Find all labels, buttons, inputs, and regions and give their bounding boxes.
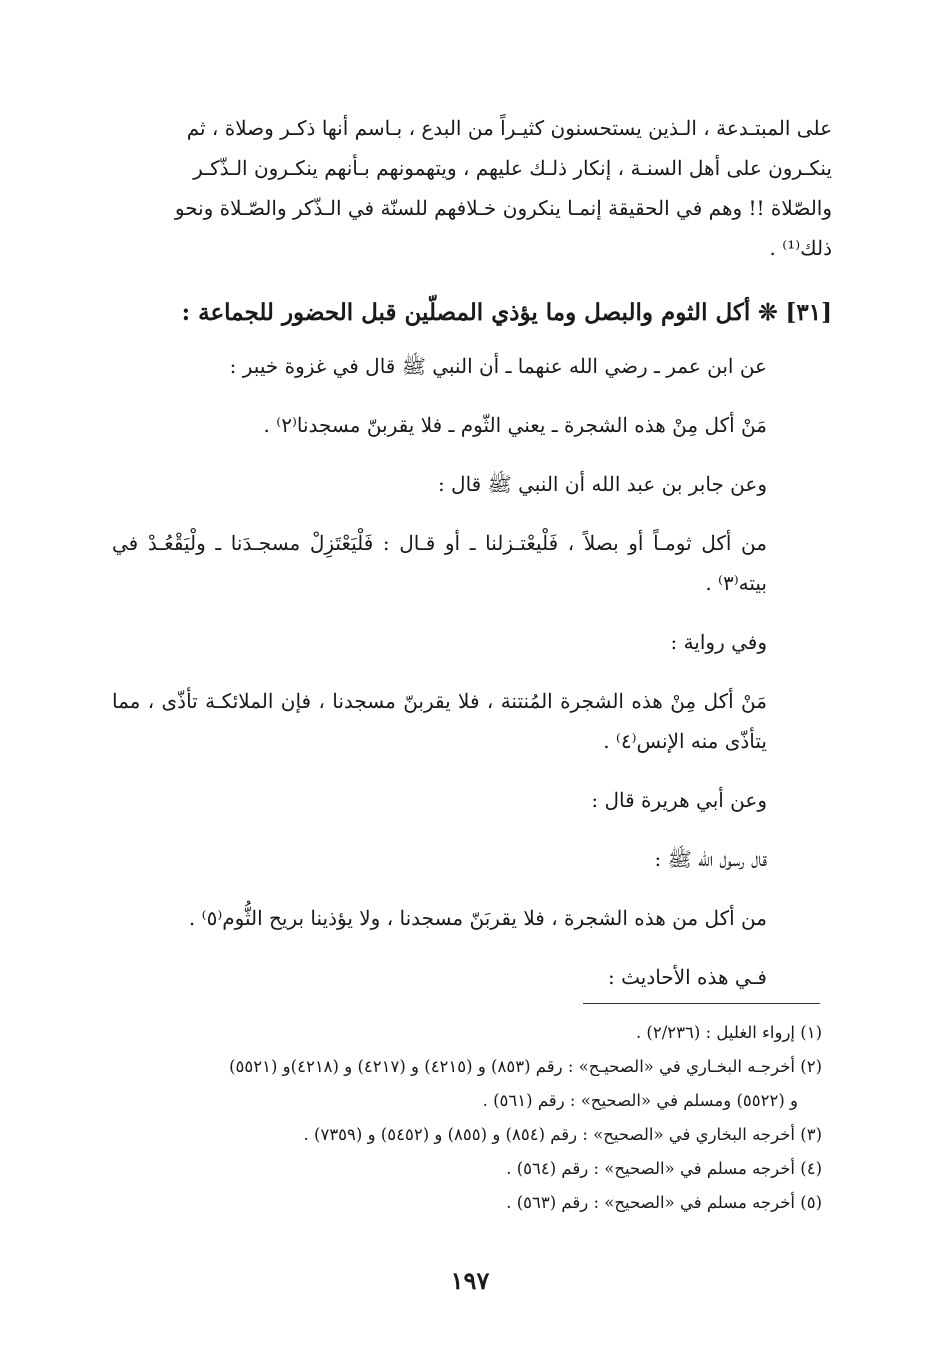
- intro-paragraph: [110, 108, 832, 268]
- footnote: (١) إرواء الغليل : (٢/٢٣٦) .: [635, 1023, 822, 1042]
- hadith-paragraph: قال رسول الله ﷺ :: [654, 847, 767, 871]
- footnote-divider: [583, 1003, 820, 1004]
- footnote: (٤) أخرجه مسلم في «الصحيح» : رقم (٥٦٤) .: [506, 1159, 822, 1178]
- hadith-paragraph: مَنْ أكل مِنْ هذه الشجرة ـ يعني الثّوم ـ فلا يقربنّ مسجدنا⁽٢⁾ .: [263, 413, 767, 437]
- intro-line: والصّلاة !! وهم في الحقيقة إنمـا ينكرون خـلافهم للسنّة في الـذّكر والصّـلاة ونحو: [174, 196, 832, 220]
- footnote: (٥) أخرجه مسلم في «الصحيح» : رقم (٥٦٣) .: [506, 1193, 822, 1212]
- intro-line: على المبتـدعة ، الـذين يستحسنون كثيـراً من البدع ، بـاسم أنها ذكـر وصلاة ، ثم: [186, 116, 832, 140]
- footnotes: [112, 1016, 822, 1220]
- hadith-paragraph: مَنْ أكل مِنْ هذه الشجرة المُنتنة ، فلا يقربنّ مسجدنا ، فإن الملائكـة تأذّى ، مما يتأذّى منه الإنس⁽٤⁾ .: [112, 689, 767, 753]
- page-number: ١٩٧: [450, 1266, 490, 1295]
- hadith-paragraph: وعن جابر بن عبد الله أن النبي ﷺ قال :: [437, 472, 767, 496]
- hadith-paragraph: عن ابن عمر ـ رضي الله عنهما ـ أن النبي ﷺ قال في غزوة خيبر :: [229, 354, 767, 378]
- footnote: (٢) أخرجـه البخـاري في «الصحيـح» : رقم (٨٥٣) و (٤٢١٥) و (٤٢١٧) و (٤٢١٨)و (٥٥٢١): [229, 1057, 822, 1076]
- section-heading: [٣١] ❊ أكل الثوم والبصل وما يؤذي المصلّين قبل الحضور للجماعة :: [181, 299, 832, 326]
- footnote-continuation: و (٥٥٢٢) ومسلم في «الصحيح» : رقم (٥٦١) .: [482, 1091, 798, 1110]
- intro-line: ينكـرون على أهل السنـة ، إنكار ذلـك عليهم ، ويتهمونهم بـأنهم ينكـرون الـذّكـر: [193, 156, 832, 180]
- hadith-paragraph: فـي هذه الأحاديث :: [608, 965, 767, 989]
- hadith-paragraph: من أكل ثومـاً أو بصلاً ، فَلْيعْتـزلنا ـ أو قـال : فَلْيَعْتَزِلْ مسجـدَنا ـ ولْيَقْعُـدْ في بيته⁽٣⁾ .: [112, 531, 767, 595]
- hadith-paragraph: من أكل من هذه الشجرة ، فلا يقربَنّ مسجدنا ، ولا يؤذينا بريح الثُّوم⁽٥⁾ .: [188, 906, 767, 930]
- intro-line: ذلك⁽¹⁾ .: [769, 236, 832, 260]
- hadith-paragraph: وفي رواية :: [670, 630, 767, 654]
- footnote: (٣) أخرجه البخاري في «الصحيح» : رقم (٨٥٤) و (٨٥٥) و (٥٤٥٢) و (٧٣٥٩) .: [303, 1125, 822, 1144]
- hadith-paragraph: وعن أبي هريرة قال :: [591, 788, 767, 812]
- hadith-section: [112, 346, 767, 1016]
